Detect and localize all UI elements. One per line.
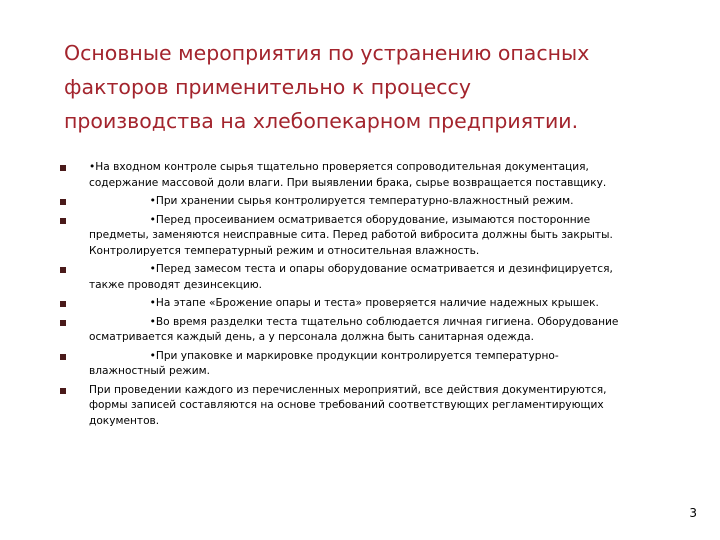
square-bullet-icon [60, 267, 66, 273]
title-line: производства на хлебопекарном предприятии. [64, 109, 579, 133]
bullet-text-line: •Во время разделки теста тщательно соблюдается личная гигиена. Оборудование [89, 315, 619, 328]
square-bullet-icon [60, 218, 66, 224]
bullet-list [60, 160, 670, 432]
bullet-text-line: также проводят дезинсекцию. [89, 278, 262, 291]
bullet-text-line: Контролируется температурный режим и относительная влажность. [89, 244, 480, 257]
list-item [60, 194, 670, 210]
bullet-text-line: документов. [89, 414, 160, 427]
bullet-text-line: предметы, заменяются неисправные сита. Перед работой вибросита должны быть закрыты. [89, 229, 613, 241]
bullet-text-line: •Перед просеиванием осматривается оборудование, изымаются посторонние [89, 213, 591, 226]
bullet-text-line: осматривается каждый день, а у персонала должна быть санитарная одежда. [89, 331, 535, 343]
bullet-text-line: •На входном контроле сырья тщательно проверяется сопроводительная документация, [89, 161, 589, 173]
bullet-text-line: При проведении каждого из перечисленных мероприятий, все действия документируются, [89, 383, 607, 396]
list-item [60, 213, 670, 260]
page-number: 3 [689, 506, 697, 520]
title-line: факторов применительно к процессу [64, 75, 471, 99]
bullet-text-line: •На этапе «Брожение опары и теста» проверяется наличие надежных крышек. [89, 297, 599, 309]
bullet-text-line: содержание массовой доли влаги. При выявлении брака, сырье возвращается поставщику. [89, 176, 607, 189]
square-bullet-icon [60, 199, 66, 205]
square-bullet-icon [60, 301, 66, 307]
title-line: Основные мероприятия по устранению опасных [64, 41, 590, 65]
slide-title [64, 36, 684, 138]
list-item [60, 315, 670, 346]
square-bullet-icon [60, 354, 66, 360]
bullet-text-line: •При упаковке и маркировке продукции контролируется температурно- [89, 349, 559, 362]
bullet-text-line: формы записей составляются на основе требований соответствующих регламентирующих [89, 399, 604, 411]
list-item [60, 160, 670, 191]
bullet-text-line: влажностный режим. [89, 365, 211, 377]
square-bullet-icon [60, 388, 66, 394]
square-bullet-icon [60, 165, 66, 171]
list-item [60, 383, 670, 430]
square-bullet-icon [60, 320, 66, 326]
bullet-text-line: •При хранении сырья контролируется температурно-влажностный режим. [89, 195, 574, 207]
list-item [60, 296, 670, 312]
bullet-text-line: •Перед замесом теста и опары оборудование осматривается и дезинфицируется, [89, 263, 613, 275]
list-item [60, 262, 670, 293]
list-item [60, 349, 670, 380]
